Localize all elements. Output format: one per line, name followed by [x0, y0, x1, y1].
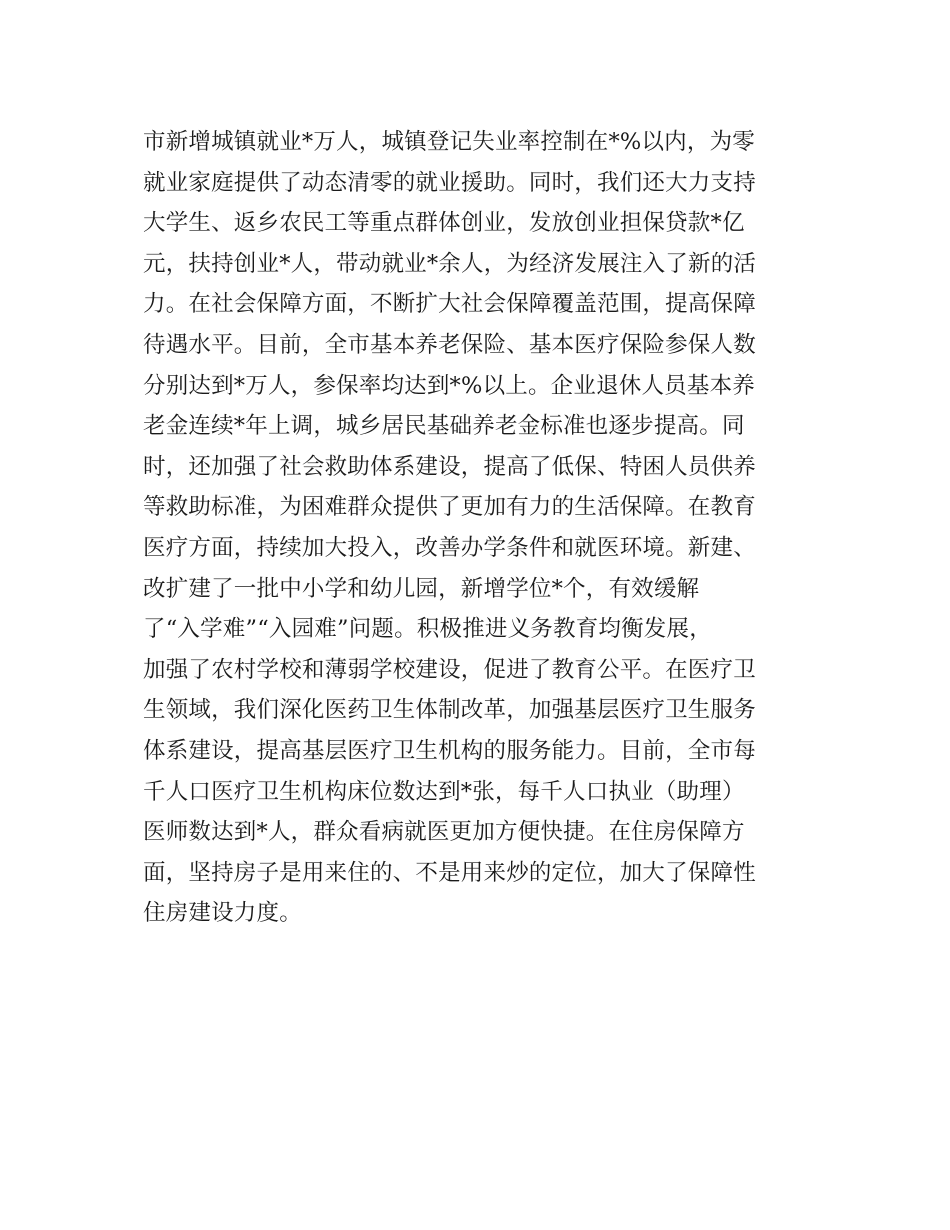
text-line-1: 市新增城镇就业*万人，城镇登记失业率控制在*%以内，为零 [143, 129, 755, 155]
text-line-5: 力。在社会保障方面，不断扩大社会保障覆盖范围，提高保障 [143, 291, 756, 318]
text-line-2: 就业家庭提供了动态清零的就业援助。同时，我们还大力支持 [143, 169, 756, 196]
text-line-18: 医师数达到*人，群众看病就医更加方便快捷。在住房保障方 [143, 819, 745, 846]
text-line-20: 住房建设力度。 [143, 900, 302, 927]
text-line-9: 时，还加强了社会救助体系建设，提高了低保、特困人员供养 [143, 453, 756, 480]
text-line-7: 分别达到*万人，参保率均达到*%以上。企业退休人员基本养 [143, 372, 755, 399]
text-line-4: 元，扶持创业*人，带动就业*余人，为经济发展注入了新的活 [143, 250, 757, 277]
text-line-8: 老金连续*年上调，城乡居民基础养老金标准也逐步提高。同 [143, 413, 745, 440]
text-line-15: 生领域，我们深化医药卫生体制改革，加强基层医疗卫生服务 [143, 697, 756, 724]
text-line-19: 面，坚持房子是用来住的、不是用来炒的定位，加大了保障性 [143, 859, 756, 886]
text-line-10: 等救助标准，为困难群众提供了更加有力的生活保障。在教育 [143, 494, 756, 521]
text-line-14: 加强了农村学校和薄弱学校建设，促进了教育公平。在医疗卫 [143, 656, 756, 683]
text-line-12: 改扩建了一批中小学和幼儿园，新增学位*个，有效缓解 [143, 575, 700, 602]
text-line-13: 了“入学难”“入园难”问题。积极推进义务教育均衡发展， [143, 616, 712, 643]
text-line-6: 待遇水平。目前，全市基本养老保险、基本医疗保险参保人数 [143, 331, 756, 358]
body-text [143, 122, 823, 934]
text-line-11: 医疗方面，持续加大投入，改善办学条件和就医环境。新建、 [143, 534, 756, 561]
text-line-17: 千人口医疗卫生机构床位数达到*张，每千人口执业（助理） [143, 778, 745, 805]
text-line-16: 体系建设，提高基层医疗卫生机构的服务能力。目前，全市每 [143, 737, 756, 764]
text-line-3: 大学生、返乡农民工等重点群体创业，发放创业担保贷款*亿 [143, 210, 745, 237]
